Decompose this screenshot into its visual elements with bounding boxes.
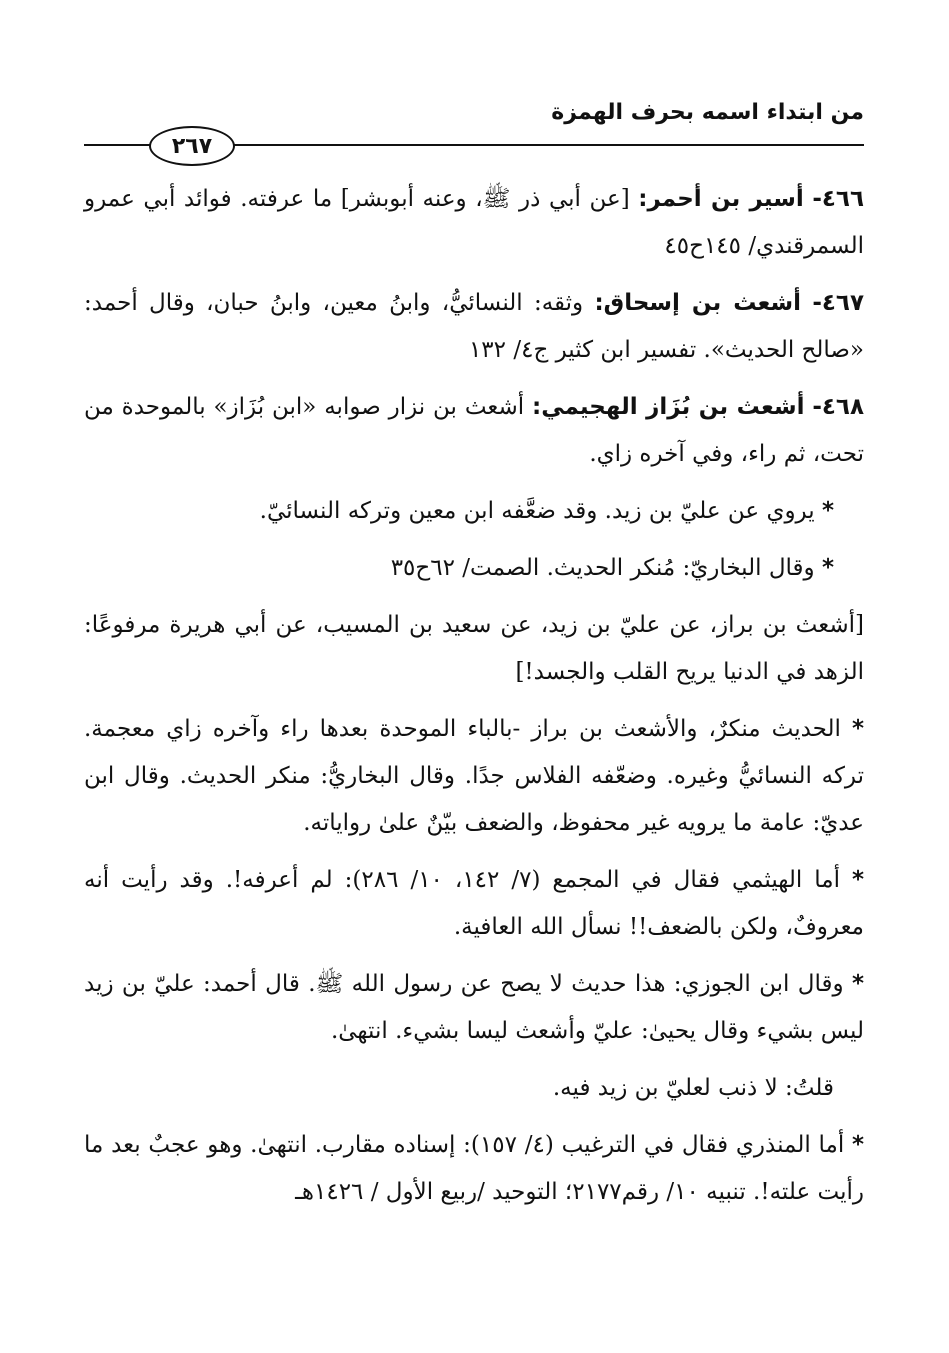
entry-number: ٤٦٨- xyxy=(812,394,865,420)
entry-text: [عن أبي ذر ﷺ، وعنه أبوبشر] ما عرفته. فوائد أبي عمرو السمرقندي/ ١٤٥ح٤٥ xyxy=(84,186,864,259)
comment-text: وقال ابن الجوزي: هذا حديث لا يصح عن رسول الله ﷺ. قال أحمد: عليّ بن زيد ليس بشيء وقال يحيىٰ: عليّ وأشعث ليسا بشيء. انتهىٰ. xyxy=(84,971,864,1044)
entry-text: أشعث بن نزار صوابه «ابن بُزَاز» بالموحدة من تحت، ثم راء، وفي آخره زاي. xyxy=(84,394,864,467)
star-bullet-icon: * xyxy=(851,1132,865,1158)
hadith-quote xyxy=(84,602,864,696)
narrator-name: أشعث بن إسحاق: xyxy=(594,290,802,316)
entry-number: ٤٦٧- xyxy=(812,290,864,316)
entry-467 xyxy=(84,280,864,374)
comment-text: الحديث منكرٌ، والأشعث بن براز -بالباء الموحدة بعدها راء وآخره زاي معجمة. تركه النسائيُّ وغيره. وضعّفه الفلاس جدًا. وقال البخاريُّ: منكر الحديث. وقال ابن عديّ: عامة ما يرويه غير محفوظ، والضعف بيّنٌ علىٰ رواياته. xyxy=(84,716,864,836)
page-number: ٢٦٧ xyxy=(149,126,235,166)
note-text: وقال البخاريّ: مُنكر الحديث. الصمت/ ٦٢ح٣٥ xyxy=(390,555,815,581)
entry-466 xyxy=(84,176,864,270)
remark-paragraph xyxy=(84,1065,864,1112)
narrator-name: أشعث بن بُزَاز الهجيمي: xyxy=(532,394,805,420)
star-bullet-icon: * xyxy=(851,716,864,742)
remark-text: قلتُ: لا ذنب لعليّ بن زيد فيه. xyxy=(552,1075,834,1101)
final-text: أما المنذري فقال في الترغيب (٤/ ١٥٧): إسناده مقارب. انتهىٰ. وهو عجبٌ بعد ما رأيت علته!. تنبيه ١٠/ رقم٢١٧٧؛ التوحيد /ربيع الأول / ١٤٢٦هـ xyxy=(84,1132,864,1205)
note-paragraph xyxy=(84,488,864,535)
page-body xyxy=(84,176,864,1226)
narrator-name: أسير بن أحمر: xyxy=(638,186,804,212)
star-bullet-icon: * xyxy=(852,867,865,893)
star-bullet-icon: * xyxy=(851,971,865,997)
comment-paragraph xyxy=(84,706,864,847)
entry-number: ٤٦٦- xyxy=(812,186,864,212)
note-text: يروي عن عليّ بن زيد. وقد ضعَّفه ابن معين وتركه النسائيّ. xyxy=(259,498,815,524)
entry-text: وثقه: النسائيُّ، وابنُ معين، وابنُ حبان، وقال أحمد: «صالح الحديث». تفسير ابن كثير ج٤/ ١٣٢ xyxy=(84,290,864,363)
comment-paragraph xyxy=(84,961,864,1055)
entry-468 xyxy=(84,384,864,478)
star-bullet-icon: * xyxy=(821,555,834,581)
star-bullet-icon: * xyxy=(821,498,834,524)
running-title: من ابتداء اسمه بحرف الهمزة xyxy=(551,100,864,125)
quote-text: [أشعث بن براز، عن عليّ بن زيد، عن سعيد بن المسيب، عن أبي هريرة مرفوعًا: الزهد في الدنيا يريح القلب والجسد!] xyxy=(84,612,864,685)
final-paragraph xyxy=(84,1122,864,1216)
comment-text: أما الهيثمي فقال في المجمع (٧/ ١٤٢، ١٠/ ٢٨٦): لم أعرفه!. وقد رأيت أنه معروفٌ، ولكن بالضعف!! نسأل الله العافية. xyxy=(84,867,864,940)
note-paragraph xyxy=(84,545,864,592)
page-header xyxy=(84,100,864,159)
comment-paragraph xyxy=(84,857,864,951)
